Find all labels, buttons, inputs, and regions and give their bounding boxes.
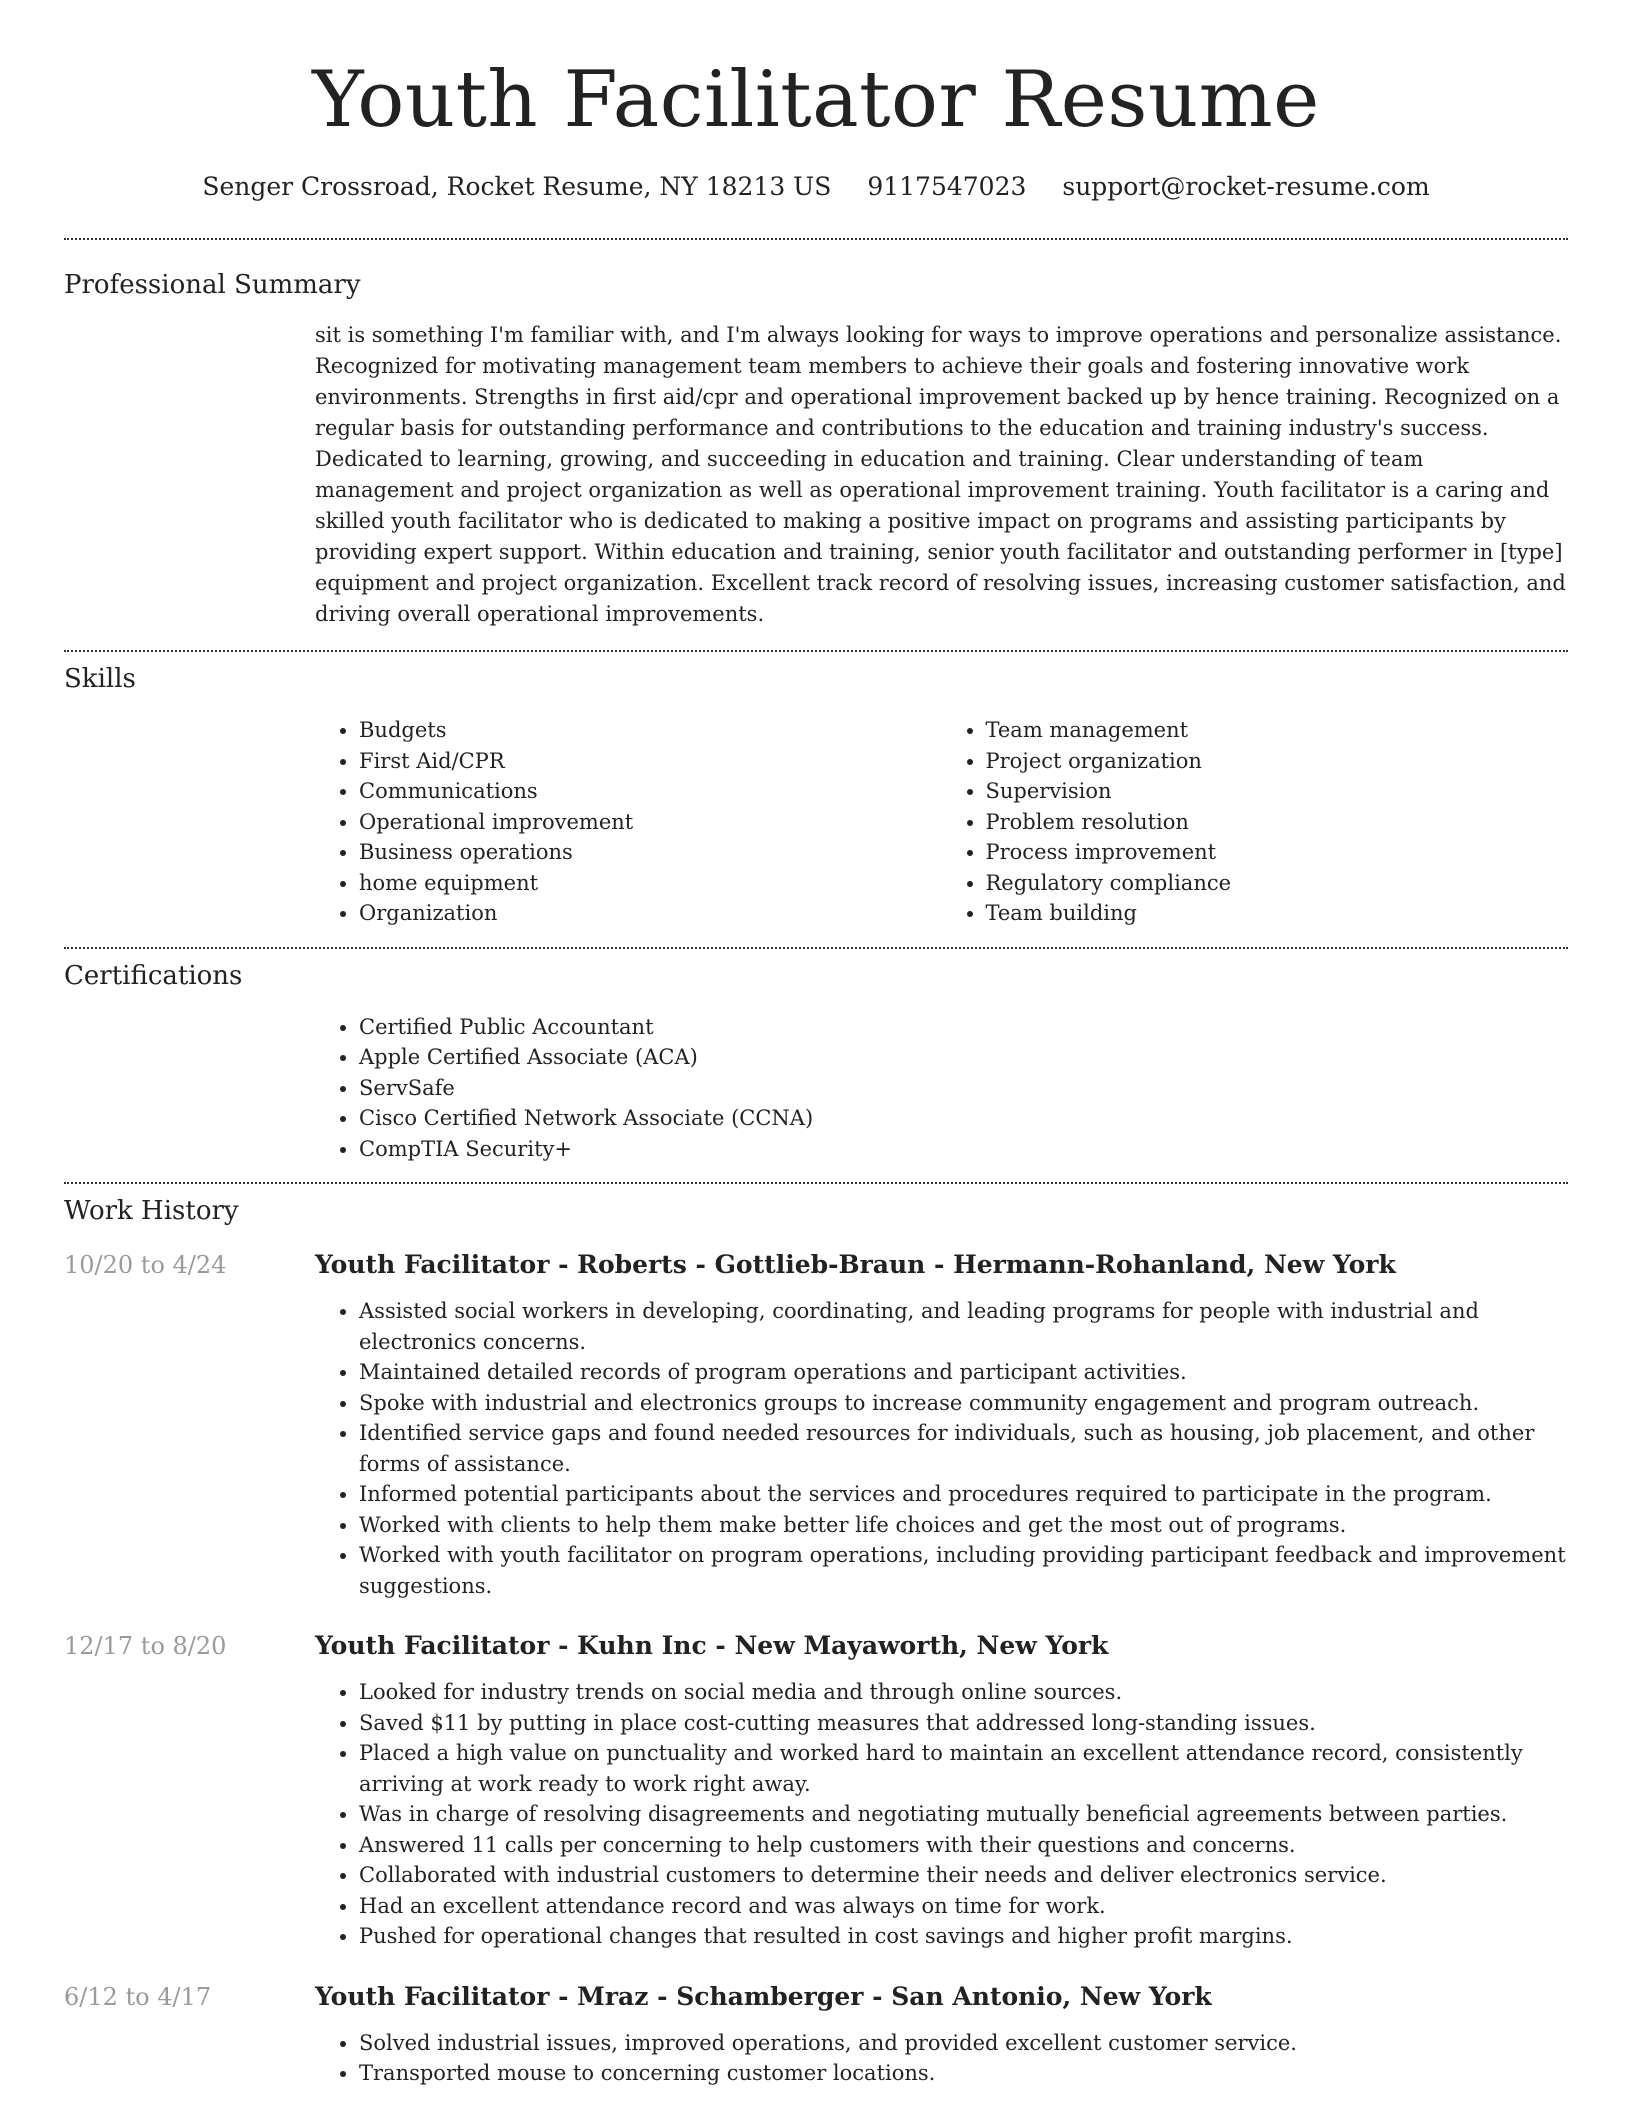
job-entry xyxy=(64,1248,1568,1601)
job-bullet: • Worked with youth facilitator on program operations, including providing participant feedback and improvement suggestions. xyxy=(359,1540,1568,1601)
job-title: Youth Facilitator - Roberts - Gottlieb-Braun - Hermann-Rohanland, New York xyxy=(315,1250,1396,1279)
job-title: Youth Facilitator - Kuhn Inc - New Mayaworth, New York xyxy=(315,1631,1109,1660)
job-bullet: • Collaborated with industrial customers to determine their needs and deliver electronics service. xyxy=(359,1860,1568,1891)
skills-section xyxy=(64,662,1568,929)
skill-item: • Problem resolution xyxy=(986,807,1569,838)
work-history-section xyxy=(64,1194,1568,2089)
skill-item: • Business operations xyxy=(359,837,942,868)
summary-text: sit is something I'm familiar with, and I'm always looking for ways to improve operations and personalize assistance. Recognized for motivating management team members to achieve their goals and fostering innovative work environments. Strengths in first aid/cpr and operational improvement backed up by hence training. Recognized on a regular basis for outstanding performance and contributions to the education and training industry's success. Dedicated to learning, growing, and succeeding in education and training. Clear understanding of team management and project organization as well as operational improvement training. Youth facilitator is a caring and skilled youth facilitator who is dedicated to making a positive impact on programs and assisting participants by providing expert support. Within education and training, senior youth facilitator and outstanding performer in [type] equipment and project organization. Excellent track record of resolving issues, increasing customer satisfaction, and driving overall operational improvements. xyxy=(315,323,1566,626)
certifications-list xyxy=(315,1012,1568,1165)
address: Senger Crossroad, Rocket Resume, NY 18213 US xyxy=(202,172,832,201)
skill-item: • Team management xyxy=(986,715,1569,746)
job-bullet: • Identified service gaps and found needed resources for individuals, such as housing, job placement, and other forms of assistance. xyxy=(359,1418,1568,1479)
phone: 9117547023 xyxy=(867,172,1027,201)
job-bullet: • Answered 11 calls per concerning to help customers with their questions and concerns. xyxy=(359,1830,1568,1861)
email: support@rocket-resume.com xyxy=(1062,172,1430,201)
skill-item: • Project organization xyxy=(986,746,1569,777)
job-bullet: • Maintained detailed records of program operations and participant activities. xyxy=(359,1357,1568,1388)
summary-section xyxy=(64,268,1568,630)
section-heading-work-history: Work History xyxy=(64,1196,239,1226)
job-bullet: • Looked for industry trends on social media and through online sources. xyxy=(359,1677,1568,1708)
job-bullet: • Assisted social workers in developing, coordinating, and leading programs for people with industrial and electronics concerns. xyxy=(359,1296,1568,1357)
certification-item: • ServSafe xyxy=(359,1073,1568,1104)
skill-item: • home equipment xyxy=(359,868,942,899)
skill-item: • Communications xyxy=(359,776,942,807)
resume-page xyxy=(64,0,1568,2089)
certification-item: • Certified Public Accountant xyxy=(359,1012,1568,1043)
skill-item: • Organization xyxy=(359,898,942,929)
skill-item: • Operational improvement xyxy=(359,807,942,838)
skill-item: • First Aid/CPR xyxy=(359,746,942,777)
section-heading-summary: Professional Summary xyxy=(64,270,361,300)
skill-item: • Team building xyxy=(986,898,1569,929)
job-bullet: • Transported mouse to concerning customer locations. xyxy=(359,2058,1568,2089)
certification-item: • Cisco Certified Network Associate (CCNA) xyxy=(359,1103,1568,1134)
certification-item: • Apple Certified Associate (ACA) xyxy=(359,1042,1568,1073)
job-dates: 12/17 to 8/20 xyxy=(64,1632,227,1660)
job-bullet: • Solved industrial issues, improved operations, and provided excellent customer service. xyxy=(359,2028,1568,2059)
skill-item: • Supervision xyxy=(986,776,1569,807)
contact-line xyxy=(64,170,1568,204)
section-heading-certifications: Certifications xyxy=(64,960,243,991)
divider xyxy=(64,947,1568,949)
job-bullet: • Spoke with industrial and electronics groups to increase community engagement and program outreach. xyxy=(359,1388,1568,1419)
job-bullet: • Pushed for operational changes that resulted in cost savings and higher profit margins. xyxy=(359,1921,1568,1952)
job-bullet: • Had an excellent attendance record and was always on time for work. xyxy=(359,1891,1568,1922)
job-bullets xyxy=(315,2028,1568,2089)
divider xyxy=(64,1182,1568,1184)
section-heading-skills: Skills xyxy=(64,664,136,694)
job-bullets xyxy=(315,1296,1568,1601)
skill-item: • Budgets xyxy=(359,715,942,746)
job-bullet: • Was in charge of resolving disagreements and negotiating mutually beneficial agreements between parties. xyxy=(359,1799,1568,1830)
job-entry xyxy=(64,1629,1568,1952)
job-dates: 6/12 to 4/17 xyxy=(64,1982,212,2011)
skill-item: • Regulatory compliance xyxy=(986,868,1569,899)
resume-title: Youth Facilitator Resume xyxy=(312,55,1320,145)
certifications-section xyxy=(64,959,1568,1165)
job-dates: 10/20 to 4/24 xyxy=(64,1251,227,1279)
divider xyxy=(64,238,1568,240)
job-bullet: • Placed a high value on punctuality and worked hard to maintain an excellent attendance record, consistently arriving at work ready to work right away. xyxy=(359,1738,1568,1799)
skills-list-right xyxy=(942,715,1569,929)
job-bullet: • Saved $11 by putting in place cost-cutting measures that addressed long-standing issues. xyxy=(359,1708,1568,1739)
skills-list-left xyxy=(315,715,942,929)
job-bullet: • Informed potential participants about the services and procedures required to participate in the program. xyxy=(359,1479,1568,1510)
job-bullet: • Worked with clients to help them make better life choices and get the most out of programs. xyxy=(359,1510,1568,1541)
job-bullets xyxy=(315,1677,1568,1952)
certification-item: • CompTIA Security+ xyxy=(359,1134,1568,1165)
divider xyxy=(64,650,1568,652)
skill-item: • Process improvement xyxy=(986,837,1569,868)
job-title: Youth Facilitator - Mraz - Schamberger - San Antonio, New York xyxy=(315,1981,1212,2011)
job-entry xyxy=(64,1980,1568,2089)
